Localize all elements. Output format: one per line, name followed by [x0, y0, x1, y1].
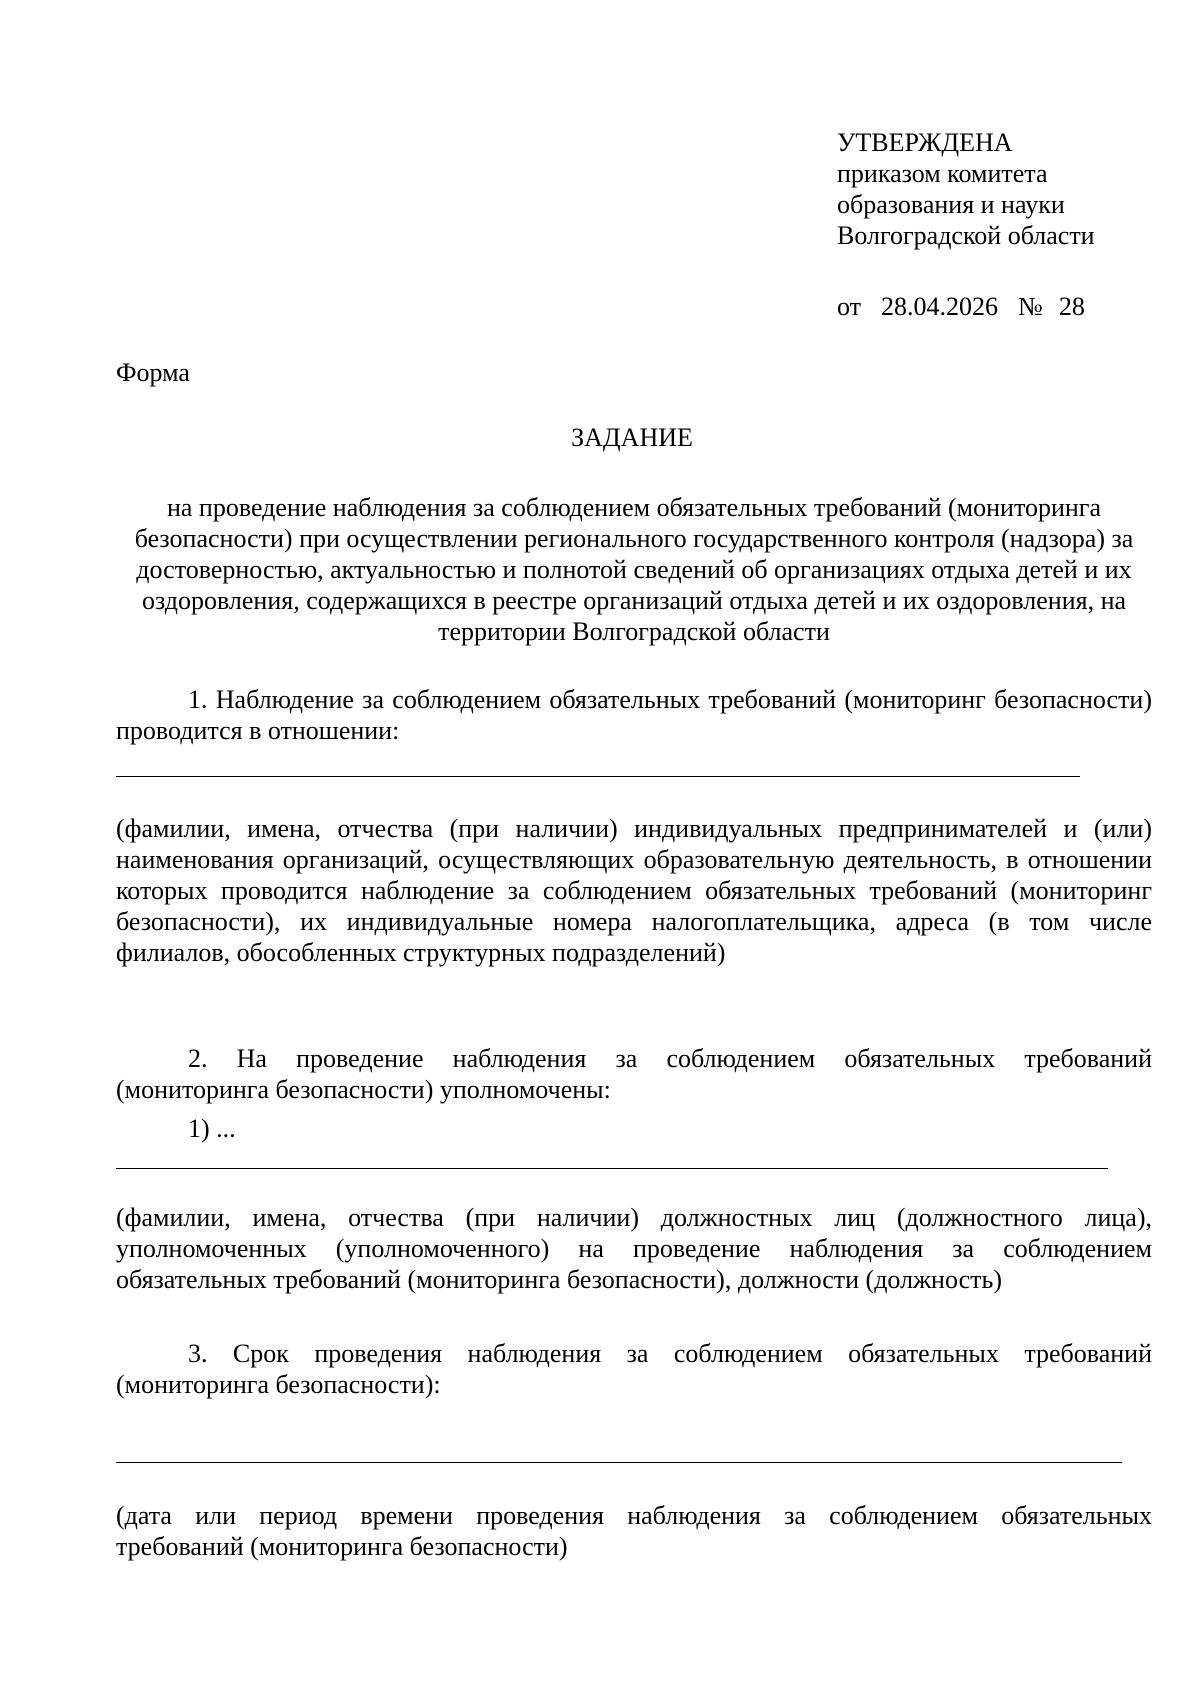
order-number: 28	[1058, 292, 1085, 321]
approval-line-2: образования и науки	[837, 190, 1065, 219]
section-1-fill-line[interactable]	[116, 776, 1080, 777]
document-title: ЗАДАНИЕ	[571, 423, 693, 452]
section-3-hint: (дата или период времени проведения наблюдения за соблюдением обязательных требований (мониторинга безопасности)	[116, 1501, 1152, 1561]
section-2-hint: (фамилии, имена, отчества (при наличии) должностных лиц (должностного лица), уполномоченных (уполномоченного) на проведение наблюдения за соблюдением обязательных требований (мониторинга безопасности), должности (должность)	[116, 1203, 1152, 1294]
section-3-text: 3. Срок проведения наблюдения за соблюдением обязательных требований (мониторинга безопасности):	[116, 1339, 1152, 1399]
section-3-fill-line[interactable]	[116, 1462, 1122, 1463]
approval-stamp-block	[837, 127, 1177, 251]
order-date: 28.04.2026	[881, 292, 999, 321]
form-label: Форма	[116, 358, 190, 387]
section-1-hint: (фамилии, имена, отчества (при наличии) индивидуальных предпринимателей и (или) наименования организаций, осуществляющих образовательную деятельность, в отношении которых проводится наблюдение за соблюдением обязательных требований (мониторинг безопасности), их индивидуальные номера налогоплательщика, адреса (в том числе филиалов, обособленных структурных подразделений)	[116, 814, 1152, 967]
section-1-text: 1. Наблюдение за соблюдением обязательных требований (мониторинг безопасности) проводится в отношении:	[116, 685, 1152, 745]
order-number-sign: №	[1018, 292, 1043, 321]
approval-line-3: Волгоградской области	[837, 221, 1095, 250]
order-reference	[837, 291, 1085, 322]
section-2-fill-line[interactable]	[116, 1168, 1108, 1169]
order-from-label: от	[837, 292, 862, 321]
section-2-text: 2. На проведение наблюдения за соблюдением обязательных требований (мониторинга безопасности) уполномочены:	[116, 1044, 1152, 1104]
approval-heading: УТВЕРЖДЕНА	[837, 128, 1013, 157]
section-2-item-1: 1) ...	[188, 1114, 236, 1143]
approval-line-1: приказом комитета	[837, 159, 1048, 188]
document-subtitle: на проведение наблюдения за соблюдением обязательных требований (мониторинга безопасности) при осуществлении регионального государственного контроля (надзора) за достоверностью, актуальностью и полнотой сведений об организациях отдыха детей и их оздоровления, содержащихся в реестре организаций отдыха детей и их оздоровления, на территории Волгоградской области	[134, 493, 1134, 646]
